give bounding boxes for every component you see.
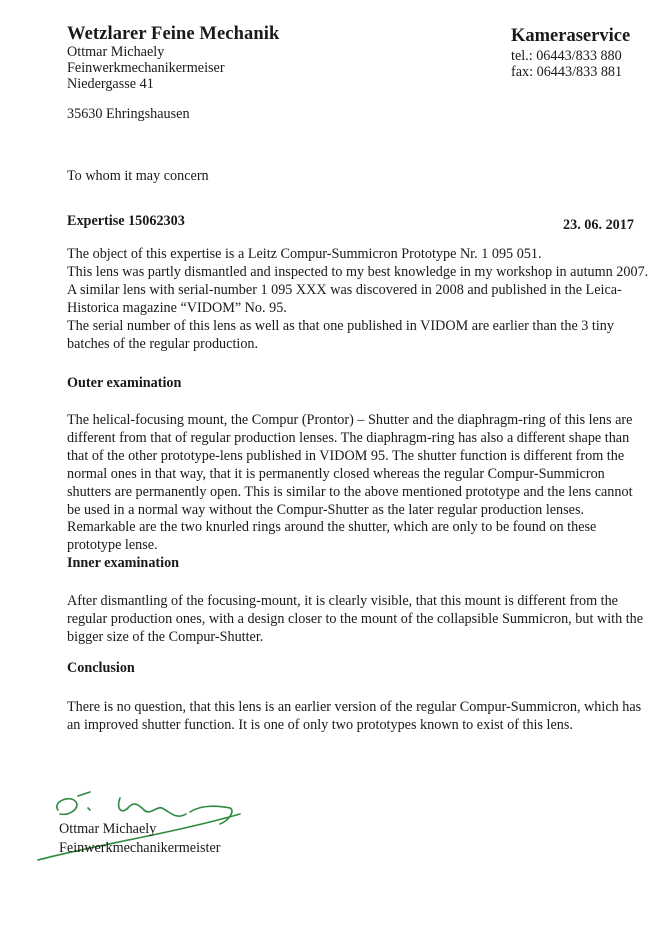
salutation: To whom it may concern [67,168,209,184]
intro-line: This lens was partly dismantled and inspected to my best knowledge in my workshop in autumn 2007. [67,263,649,280]
conclusion-text: There is no question, that this lens is an earlier version of the regular Compur-Summicron, which has an improved shutter function. It is one of only two prototypes known to exist of this lens. [67,699,642,733]
intro-line: The serial number of this lens as well as that one published in VIDOM are earlier than the 3 tiny batches of the regular production. [67,317,614,352]
owner-profession: Feinwerkmechanikermeiser [67,60,225,76]
service-title: Kameraservice [511,26,631,46]
conclusion-heading: Conclusion [67,660,135,676]
owner-name: Ottmar Michaely [67,44,165,60]
street-address: Niedergasse 41 [67,76,154,92]
inner-examination-heading: Inner examination [67,555,180,571]
fax-number: fax: 06443/833 881 [511,64,623,80]
letter-date: 23. 06. 2017 [563,217,634,233]
intro-line: The object of this expertise is a Leitz Compur-Summicron Prototype Nr. 1 095 051. [67,246,542,262]
signatory-title: Feinwerkmechanikermeister [59,840,221,856]
intro-paragraph [67,246,649,353]
outer-examination-heading: Outer examination [67,375,182,391]
city-address: 35630 Ehringshausen [67,106,190,122]
intro-line: A similar lens with serial-number 1 095 XXX was discovered in 2008 and published in the Leica-Historica magazine “VIDOM” No. 95. [67,281,622,316]
inner-examination-text: After dismantling of the focusing-mount, it is clearly visible, that this mount is different from the regular production ones, with a design closer to the mount of the collapsible Summicron, but with the bigger size of the Compur-Shutter. [67,593,644,645]
expertise-title: Expertise 15062303 [67,213,185,229]
outer-examination-text: The helical-focusing mount, the Compur (Prontor) – Shutter and the diaphragm-ring of this lens are different from that of regular production lenses. The diaphragm-ring has also a different shape than that of the other prototype-lens published in VIDOM 95. The shutter function is different from the normal ones in that way, that it is permanently closed whereas the regular Compur-Summicron shutters are permanently open. This is similar to the above mentioned prototype and the lens cannot be used in a normal way without the Compur-Shutter as the later regular production lenses. Remarkable are the two knurled rings around the shutter, which are only to be found on these prototype lense. [67,412,633,554]
company-name: Wetzlarer Feine Mechanik [67,24,280,44]
phone-number: tel.: 06443/833 880 [511,48,622,64]
signatory-name: Ottmar Michaely [59,821,157,837]
